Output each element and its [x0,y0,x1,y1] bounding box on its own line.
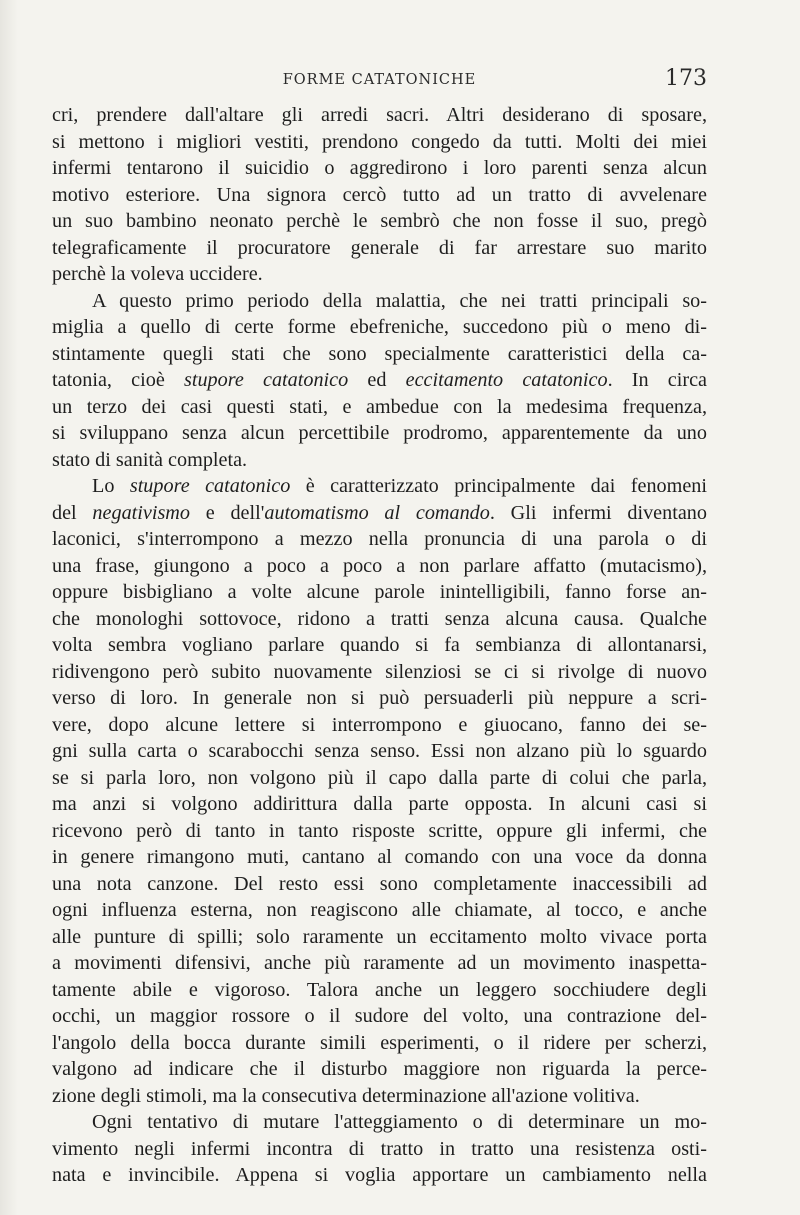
text-line: ogni influenza esterna, non reagiscono alle chiamate, al tocco, e anche [52,899,707,921]
emphasis: stupore catatonico [183,369,349,391]
text-line: alle punture di spilli; solo raramente un eccitamento molto vivace porta [52,925,707,948]
text-line: oppure bisbigliano a volte alcune parole inintelligibili, fanno forse an- [52,581,707,603]
text-line: tatonia, cioè stupore catatonico ed eccitamento catatonico. In circa [52,369,708,391]
text-line: nata e invincibile. Appena si voglia apportare un cambiamento nella [52,1164,707,1186]
emphasis: automatismo al comando [264,501,490,524]
text-line: stato di sanità completa. [52,448,248,471]
text-line: si mettono i migliori vestiti, prendono congedo da tutti. Molti dei miei [52,130,707,153]
text-line: A questo primo periodo della malattia, che nei tratti principali so- [92,289,707,312]
text-line: laconici, s'interrompono a mezzo nella pronuncia di una parola o di [52,528,707,550]
text-line: infermi tentarono il suicidio o aggredirono i loro parenti senza alcun [52,157,707,179]
text-line: vere, dopo alcune lettere si interrompono e giuocano, fanno dei se- [52,713,707,736]
text-line: si sviluppano senza alcun percettibile prodromo, apparentemente da uno [52,422,707,444]
text-line: se si parla loro, non volgono più il capo dalla parte di colui che parla, [52,766,707,789]
text-line: ma anzi si volgono addirittura dalla parte opposta. In alcuni casi si [52,793,707,815]
emphasis: negativismo [92,501,190,524]
text-line: telegraficamente il procuratore generale di far arrestare suo marito [52,236,707,259]
running-head: FORME CATATONICHE [282,72,477,88]
text-line: un suo bambino neonato perchè le sembrò che non fosse il suo, pregò [52,210,707,232]
text-line: gni sulla carta o scarabocchi senza senso. Essi non alzano più lo sguardo [52,740,707,762]
text-line: Lo stupore catatonico è caratterizzato principalmente dai fenomeni [92,475,707,497]
text-line: in genere rimangono muti, cantano al comando con una voce da donna [52,846,707,868]
text-line: che monologhi sottovoce, ridono a tratti senza alcuna causa. Qualche [52,607,707,630]
paragraph [52,473,707,1109]
text-line: motivo esteriore. Una signora cercò tutto ad un tratto di avvelenare [52,183,707,206]
text-line: ricevono però di tanto in tanto risposte scritte, oppure gli infermi, che [52,819,707,842]
emphasis: eccitamento catatonico [405,369,608,391]
body-text [52,102,707,1189]
text-line: zione degli stimoli, ma la consecutiva determinazione all'azione volitiva. [52,1084,640,1107]
emphasis: stupore catatonico [129,475,291,497]
text-line: verso di loro. In generale non si può persuaderli più neppure a scri- [52,687,707,709]
text-line: stintamente quegli stati che sono specialmente caratteristici della ca- [52,342,707,365]
page-number: 173 [665,66,707,91]
text-line: a movimenti difensivi, anche più raramente ad un movimento inaspetta- [52,952,707,974]
paragraph [52,1109,707,1189]
text-line: un terzo dei casi questi stati, e ambedue con la medesima frequenza, [52,395,707,418]
text-line: tamente abile e vigoroso. Talora anche un leggero socchiudere degli [52,978,707,1001]
text-line: ridivengono però subito nuovamente silenziosi se ci si rivolge di nuovo [52,660,707,683]
paragraph [52,288,707,474]
text-line: cri, prendere dall'altare gli arredi sacri. Altri desiderano di sposare, [52,104,707,126]
text-line: perchè la voleva uccidere. [52,263,263,285]
text-line: miglia a quello di certe forme ebefreniche, succedono più o meno di- [52,316,707,338]
text-line: valgono ad indicare che il disturbo maggiore non riguarda la perce- [52,1058,707,1080]
paragraph [52,102,707,288]
text-line: occhi, un maggior rossore o il sudore del volto, una contrazione del- [52,1005,707,1027]
text-line: una frase, giungono a poco a poco a non parlare affatto (mutacismo), [52,554,707,577]
text-line: vimento negli infermi incontra di tratto in tratto una resistenza osti- [52,1137,707,1160]
text-line: l'angolo della bocca durante simili esperimenti, o il ridere per scherzi, [52,1031,707,1054]
text-line: del negativismo e dell'automatismo al comando. Gli infermi diventano [52,501,707,524]
page-header [52,66,707,96]
text-line: volta sembra vogliano parlare quando si fa sembianza di allontanarsi, [52,634,707,656]
text-line: una nota canzone. Del resto essi sono completamente inaccessibili ad [52,872,707,895]
text-line: Ogni tentativo di mutare l'atteggiamento o di determinare un mo- [92,1111,707,1133]
